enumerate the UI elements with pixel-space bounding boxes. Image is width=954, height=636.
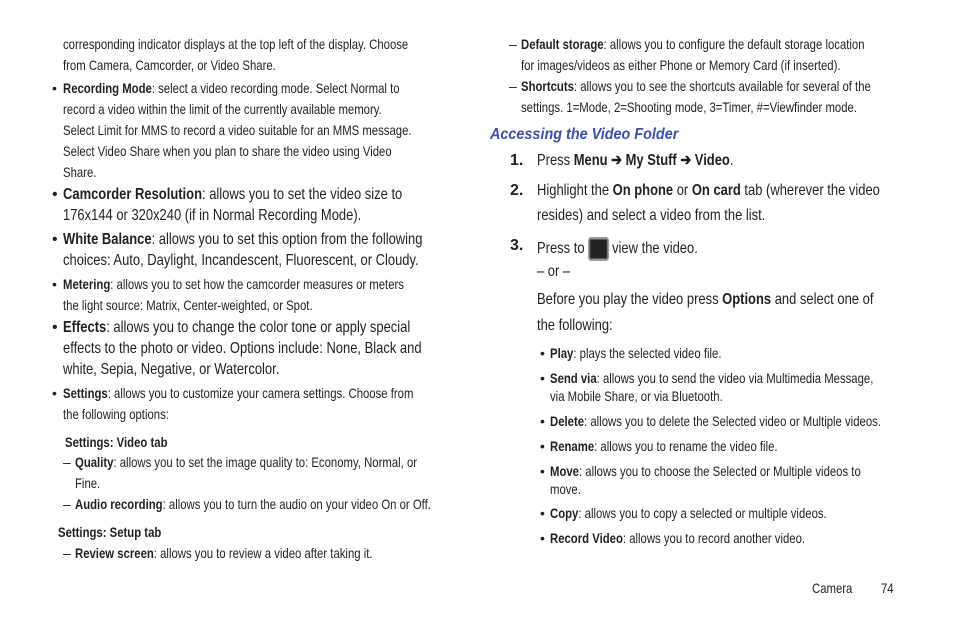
bullet: • (52, 231, 58, 248)
text-run: view the video. (612, 240, 698, 258)
text-line (65, 433, 168, 451)
text-line (75, 453, 417, 471)
text-run: : select a video recording mode. Select Normal to (151, 80, 400, 96)
text-line (550, 437, 778, 455)
text-run: : allows you to configure the default storage location (603, 36, 865, 52)
step-number: 1. (510, 152, 524, 169)
text-run: effects to the photo or video. Options include: None, Black and (63, 340, 422, 357)
text-run: : allows you to delete the Selected video or Multiple videos. (584, 413, 881, 429)
bold-term: On phone (612, 182, 674, 199)
dash-marker: – (509, 78, 517, 94)
text-line (63, 405, 169, 423)
bold-term: White Balance (63, 231, 152, 248)
text-line (63, 384, 413, 402)
bullet: • (540, 413, 545, 429)
bullet: • (540, 438, 545, 454)
text-line (63, 296, 313, 314)
text-run: move. (550, 481, 581, 497)
text-line (63, 361, 279, 379)
text-run: the following: (537, 317, 613, 334)
text-run: Press (537, 152, 574, 169)
bold-term: Copy (550, 505, 579, 521)
text-line (58, 523, 161, 541)
text-run: Press to (537, 240, 585, 258)
text-run: : allows you to turn the audio on your video On or Off. (162, 496, 431, 512)
text-line (537, 263, 570, 281)
bold-term: Options (722, 291, 772, 308)
bold-term: Audio recording (75, 496, 163, 512)
bullet: • (540, 345, 545, 361)
text-line (537, 317, 613, 335)
text-run: : allows you to choose the Selected or Multiple videos to (578, 463, 861, 479)
text-run: for images/videos as either Phone or Memory Card (if inserted). (521, 57, 841, 73)
bold-term: Camcorder Resolution (63, 186, 202, 203)
dash-marker: – (509, 36, 517, 52)
text-line (63, 186, 402, 204)
text-line (537, 152, 733, 170)
bold-term: Settings: Setup tab (58, 524, 162, 540)
bold-term: Quality (75, 454, 114, 470)
text-line (537, 237, 698, 261)
text-line (75, 474, 100, 492)
bullet: • (52, 276, 57, 292)
text-run: : allows you to set the image quality to: Economy, Normal, or (113, 454, 418, 470)
text-run: : allows you to change the color tone or apply special (106, 319, 411, 336)
bold-term: Review screen (75, 545, 154, 561)
text-line (550, 529, 805, 547)
dash-marker: – (63, 545, 71, 561)
text-line (537, 291, 873, 309)
text-run: : allows you to rename the video file. (594, 438, 778, 454)
text-line (63, 35, 408, 53)
bold-term: Metering (63, 276, 111, 292)
text-run: and select one of (771, 291, 874, 308)
text-line (550, 504, 827, 522)
text-line (537, 207, 765, 225)
text-run: . (729, 152, 734, 169)
text-line (63, 275, 404, 293)
text-line (63, 163, 96, 181)
text-line (63, 207, 361, 225)
text-run: : allows you to review a video after taking it. (153, 545, 373, 561)
bold-term: Default storage (521, 36, 604, 52)
bold-term: On card (691, 182, 741, 199)
text-line (550, 462, 861, 480)
text-run: white, Sepia, Negative, or Watercolor. (63, 361, 280, 378)
text-line (75, 495, 431, 513)
bold-term: Send via (550, 370, 597, 386)
bullet: • (52, 80, 57, 96)
text-run: : allows you to set the video size to (201, 186, 403, 203)
bullet: • (540, 505, 545, 521)
text-line (63, 252, 419, 270)
bullet: • (52, 385, 57, 401)
text-line (63, 340, 422, 358)
text-run: – or – (537, 263, 571, 280)
bold-term: Settings: Video tab (65, 434, 168, 450)
text-run: Share. (63, 164, 97, 180)
text-line (550, 387, 723, 405)
text-line (63, 79, 400, 97)
text-run: or (673, 182, 692, 199)
dash-marker: – (63, 496, 71, 512)
text-run: : allows you to send the video via Multimedia Message, (596, 370, 874, 386)
text-run: corresponding indicator displays at the top left of the display. Choose (63, 36, 409, 52)
text-run: Highlight the (537, 182, 613, 199)
text-line (521, 98, 857, 116)
text-run: 176x144 or 320x240 (if in Normal Recording Mode). (63, 207, 362, 224)
text-run: : plays the selected video file. (573, 345, 722, 361)
text-run: : allows you to customize your camera settings. Choose from (107, 385, 414, 401)
text-line (75, 544, 373, 562)
text-line (521, 35, 865, 53)
text-run: : allows you to copy a selected or multiple videos. (578, 505, 827, 521)
bold-term: Play (550, 345, 574, 361)
step-number: 3. (510, 237, 524, 254)
text-run: Fine. (75, 475, 101, 491)
text-run: : allows you to record another video. (622, 530, 806, 546)
bullet: • (52, 186, 58, 203)
text-run: via Mobile Share, or via Bluetooth. (550, 388, 723, 404)
bold-term: Shortcuts (521, 78, 574, 94)
text-run: tab (wherever the video (740, 182, 880, 199)
bullet: • (540, 370, 545, 386)
text-run: settings. 1=Mode, 2=Shooting mode, 3=Timer, #=Viewfinder mode. (521, 99, 857, 115)
text-run: record a video within the limit of the currently available memory. (63, 101, 382, 117)
text-line (63, 121, 412, 139)
footer-section: Camera (812, 580, 853, 596)
text-line (63, 319, 410, 337)
play-key-icon (588, 237, 609, 261)
text-line (63, 56, 276, 74)
text-line (63, 142, 392, 160)
bold-term: Menu ➔ My Stuff ➔ Video (573, 152, 730, 169)
bold-term: Settings (63, 385, 108, 401)
text-line (63, 231, 422, 249)
text-run: Before you play the video press (537, 291, 723, 308)
bold-term: Rename (550, 438, 595, 454)
text-line (550, 344, 721, 362)
text-run: resides) and select a video from the list. (537, 207, 766, 224)
text-line (550, 369, 873, 387)
text-line (537, 182, 880, 200)
text-run: : allows you to set this option from the following (151, 231, 423, 248)
text-line (550, 412, 881, 430)
bullet: • (52, 319, 58, 336)
text-run: : allows you to see the shortcuts available for several of the (573, 78, 871, 94)
bold-term: Record Video (550, 530, 623, 546)
text-run: : allows you to set how the camcorder measures or meters (110, 276, 404, 292)
bold-term: Move (550, 463, 579, 479)
text-run: choices: Auto, Daylight, Incandescent, Fluorescent, or Cloudy. (63, 252, 419, 269)
text-run: the following options: (63, 406, 169, 422)
text-line (521, 56, 841, 74)
bold-term: Effects (63, 319, 107, 336)
text-line (550, 480, 581, 498)
bullet: • (540, 530, 545, 546)
page-number: 74 (881, 580, 894, 596)
bold-term: Recording Mode (63, 80, 152, 96)
text-run: Select Limit for MMS to record a video suitable for an MMS message. (63, 122, 412, 138)
text-run: Select Video Share when you plan to share the video using Video (63, 143, 392, 159)
text-line (521, 77, 871, 95)
section-heading: Accessing the Video Folder (490, 126, 679, 143)
text-run: the light source: Matrix, Center-weighted, or Spot. (63, 297, 313, 313)
bold-term: Delete (550, 413, 585, 429)
bullet: • (540, 463, 545, 479)
step-number: 2. (510, 182, 524, 199)
dash-marker: – (63, 454, 71, 470)
text-line (63, 100, 382, 118)
text-run: from Camera, Camcorder, or Video Share. (63, 57, 276, 73)
